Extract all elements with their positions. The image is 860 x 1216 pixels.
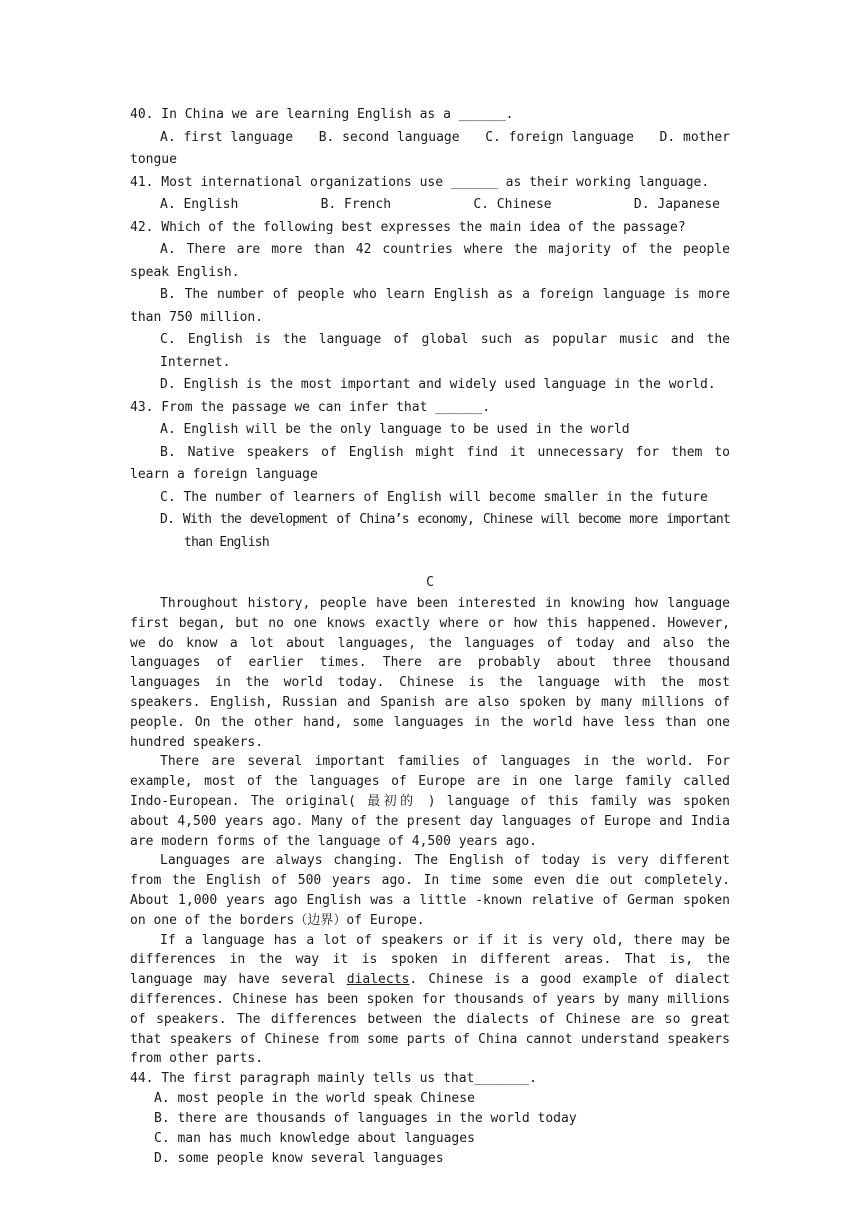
exam-content — [130, 104, 730, 1169]
question-41-options — [130, 194, 730, 217]
question-40-option-b: B. second language — [318, 129, 460, 145]
question-41-option-b: B. French — [320, 197, 392, 212]
question-43-option-a: A. English will be the only language to be used in the world — [160, 422, 630, 437]
question-43-option-b: B. Native speakers of English might find it unnecessary for them to learn a foreign language — [130, 444, 730, 482]
paragraph-4-text-after: . Chinese is a good example of dialect differences. Chinese has been spoken for thousands of years by many millions of speakers. The differences between the dialects of Chinese are so great that speakers of Chinese from some parts of China cannot understand speakers from other parts. — [130, 972, 730, 1067]
passage-paragraph-3: Languages are always changing. The English of today is very different from the English of 500 years ago. In time some even die out completely. About 1,000 years ago English was a little -known relative of German spoken on one of the borders（边界）of Europe. — [130, 853, 730, 928]
passage-paragraph-2: There are several important families of languages in the world. For example, most of the languages of Europe are in one large family called Indo-European. The original( 最初的 ) language of this family was spoken about 4,500 years ago. Many of the present day languages of Europe and India are modern forms of the language of 4,500 years ago. — [130, 754, 730, 849]
question-40-option-d-wrap: tongue — [130, 152, 177, 167]
question-41-stem: 41. Most international organizations use ______ as their working language. — [130, 174, 710, 190]
question-42-option-d: D. English is the most important and widely used language in the world. — [160, 377, 716, 392]
underlined-word-dialects: dialects — [346, 972, 410, 988]
question-40-options — [130, 127, 730, 150]
question-41-option-c: C. Chinese — [473, 197, 552, 212]
question-43-stem: 43. From the passage we can infer that ______. — [130, 399, 491, 415]
passage-paragraph-1: Throughout history, people have been interested in knowing how language first began, but no one knows exactly where or how this happened. However, we do know a lot about languages, the languages of today and also the languages of earlier times. There are probably about three thousand languages in the world today. Chinese is the language with the most speakers. English, Russian and Spanish are also spoken by many millions of people. On the other hand, some languages in the world have less than one hundred speakers. — [130, 596, 730, 750]
question-40-option-d: D. mother — [659, 129, 730, 145]
question-44-option-b: B. there are thousands of languages in the world today — [154, 1111, 577, 1127]
question-42-option-a: A. There are more than 42 countries where the majority of the people speak English. — [130, 242, 730, 280]
question-44-option-a: A. most people in the world speak Chinese — [154, 1091, 475, 1107]
paragraph-4-text-before: If a language has a lot of speakers or if it is very old, there may be differences in the way it is spoken in different areas. That is, the language may have several — [130, 932, 730, 988]
section-c-heading: C — [426, 575, 434, 590]
question-43-option-c: C. The number of learners of English will become smaller in the future — [160, 489, 708, 505]
question-40-option-c: C. foreign language — [485, 129, 634, 145]
question-44-stem: 44. The first paragraph mainly tells us that_______. — [130, 1071, 537, 1087]
question-41-option-d: D. Japanese — [633, 197, 720, 212]
question-44-option-c: C. man has much knowledge about languages — [154, 1131, 475, 1147]
question-43-option-d: D. With the development of China’s economy, Chinese will become more important than English — [160, 512, 730, 550]
question-42-stem: 42. Which of the following best expresses the main idea of the passage? — [130, 219, 686, 235]
question-44-option-d: D. some people know several languages — [154, 1151, 444, 1167]
question-41-option-a: A. English — [160, 197, 239, 212]
question-42-option-b: B. The number of people who learn English as a foreign language is more than 750 million. — [130, 287, 730, 325]
question-40-stem: 40. In China we are learning English as a ______. — [130, 107, 514, 122]
question-40-option-a: A. first language — [160, 129, 294, 145]
question-42-option-c: C. English is the language of global such as popular music and the Internet. — [160, 332, 730, 370]
passage-paragraph-4 — [130, 931, 730, 1070]
